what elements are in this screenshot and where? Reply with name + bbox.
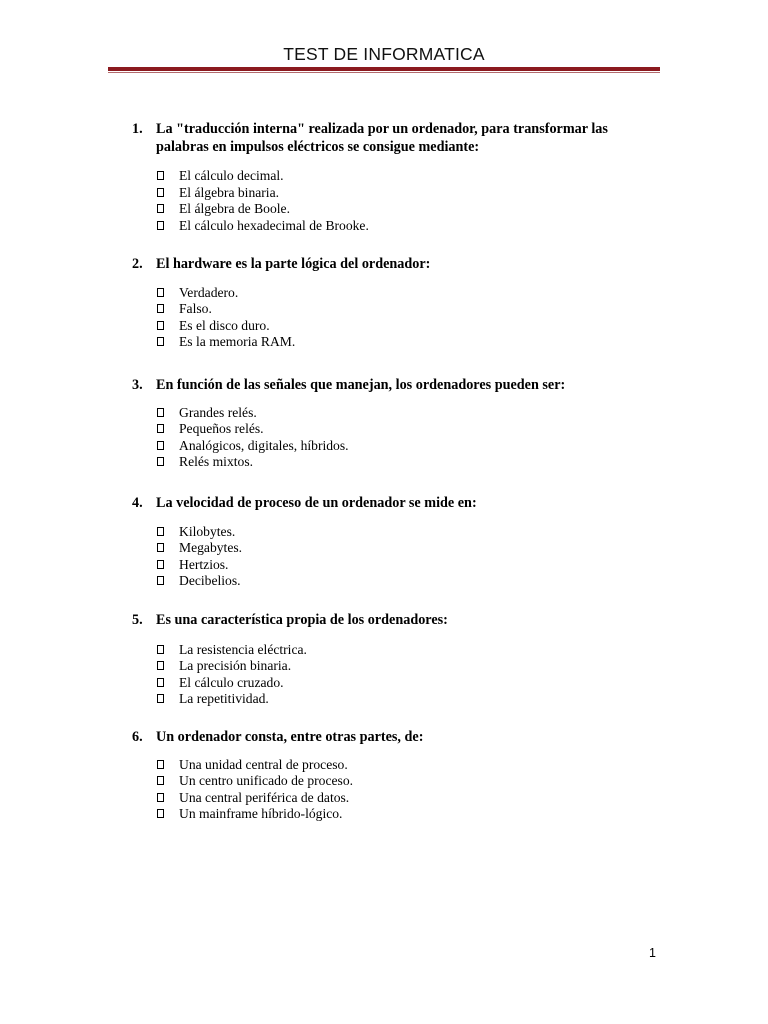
option-item[interactable] — [179, 318, 768, 335]
checkbox-icon[interactable] — [157, 221, 164, 230]
option-label: Una central periférica de datos. — [179, 789, 350, 805]
option-label: Pequeños relés. — [179, 421, 264, 437]
option-label: Decibelios. — [179, 573, 241, 589]
question-text — [132, 377, 636, 395]
question-text — [132, 729, 636, 747]
option-item[interactable] — [179, 301, 768, 318]
option-item[interactable] — [179, 675, 768, 692]
page-number: 1 — [649, 946, 656, 960]
option-item[interactable] — [179, 201, 768, 218]
question-prompt: El hardware es la parte lógica del ordenador: — [156, 256, 431, 272]
option-label: La precisión binaria. — [179, 658, 292, 674]
question-text — [132, 612, 636, 630]
option-item[interactable] — [179, 806, 768, 823]
question-number: 5. — [132, 612, 143, 628]
option-list — [0, 524, 768, 590]
option-item[interactable] — [179, 642, 768, 659]
option-label: Un centro unificado de proceso. — [179, 773, 354, 789]
option-label: El cálculo cruzado. — [179, 674, 284, 690]
option-item[interactable] — [179, 438, 768, 455]
question-number: 2. — [132, 256, 143, 272]
checkbox-icon[interactable] — [157, 809, 164, 818]
question-prompt: Es una característica propia de los ordenadores: — [156, 612, 448, 628]
option-label: La repetitividad. — [179, 691, 269, 707]
question-5 — [0, 612, 768, 729]
option-label: Grandes relés. — [179, 404, 257, 420]
checkbox-icon[interactable] — [157, 441, 164, 450]
checkbox-icon[interactable] — [157, 321, 164, 330]
option-label: Relés mixtos. — [179, 454, 254, 470]
option-item[interactable] — [179, 524, 768, 541]
option-item[interactable] — [179, 285, 768, 302]
option-label: Megabytes. — [179, 540, 243, 556]
option-label: El álgebra de Boole. — [179, 201, 290, 217]
question-prompt: En función de las señales que manejan, los ordenadores pueden ser: — [156, 377, 566, 393]
option-label: Analógicos, digitales, híbridos. — [179, 437, 349, 453]
option-label: Hertzios. — [179, 556, 229, 572]
option-list — [0, 642, 768, 708]
option-item[interactable] — [179, 557, 768, 574]
checkbox-icon[interactable] — [157, 645, 164, 654]
option-label: La resistencia eléctrica. — [179, 641, 307, 657]
option-item[interactable] — [179, 218, 768, 235]
option-item[interactable] — [179, 405, 768, 422]
option-item[interactable] — [179, 334, 768, 351]
question-prompt: La "traducción interna" realizada por un ordenador, para transformar las palabras en impulsos eléctricos se consigue mediante: — [156, 121, 608, 155]
option-item[interactable] — [179, 757, 768, 774]
question-number: 1. — [132, 121, 143, 137]
question-4 — [0, 495, 768, 612]
question-prompt: La velocidad de proceso de un ordenador se mide en: — [156, 495, 477, 511]
option-item[interactable] — [179, 773, 768, 790]
option-item[interactable] — [179, 454, 768, 471]
checkbox-icon[interactable] — [157, 560, 164, 569]
option-label: El cálculo decimal. — [179, 168, 284, 183]
option-label: Falso. — [179, 301, 212, 317]
question-6 — [0, 729, 768, 839]
option-list — [0, 757, 768, 823]
checkbox-icon[interactable] — [157, 576, 164, 585]
checkbox-icon[interactable] — [157, 694, 164, 703]
checkbox-icon[interactable] — [157, 204, 164, 213]
checkbox-icon[interactable] — [157, 457, 164, 466]
question-text — [132, 256, 636, 274]
question-text — [132, 495, 636, 513]
checkbox-icon[interactable] — [157, 527, 164, 536]
checkbox-icon[interactable] — [157, 424, 164, 433]
checkbox-icon[interactable] — [157, 171, 164, 180]
option-label: El álgebra binaria. — [179, 184, 280, 200]
header-rule — [108, 67, 660, 71]
question-3 — [0, 377, 768, 495]
question-number: 4. — [132, 495, 143, 511]
option-item[interactable] — [179, 790, 768, 807]
checkbox-icon[interactable] — [157, 776, 164, 785]
checkbox-icon[interactable] — [157, 188, 164, 197]
checkbox-icon[interactable] — [157, 678, 164, 687]
option-list — [0, 405, 768, 471]
checkbox-icon[interactable] — [157, 661, 164, 670]
option-label: Es la memoria RAM. — [179, 334, 296, 350]
page-title: TEST DE INFORMATICA — [283, 44, 485, 64]
checkbox-icon[interactable] — [157, 304, 164, 313]
option-item[interactable] — [179, 168, 768, 185]
checkbox-icon[interactable] — [157, 793, 164, 802]
option-label: Kilobytes. — [179, 523, 236, 539]
option-item[interactable] — [179, 185, 768, 202]
checkbox-icon[interactable] — [157, 337, 164, 346]
question-1 — [0, 121, 768, 256]
option-label: El cálculo hexadecimal de Brooke. — [179, 217, 369, 233]
checkbox-icon[interactable] — [157, 408, 164, 417]
checkbox-icon[interactable] — [157, 543, 164, 552]
checkbox-icon[interactable] — [157, 760, 164, 769]
option-item[interactable] — [179, 691, 768, 708]
question-list — [0, 121, 768, 839]
question-2 — [0, 256, 768, 377]
option-list — [0, 168, 768, 234]
question-number: 3. — [132, 377, 143, 393]
option-label: Verdadero. — [179, 284, 239, 300]
checkbox-icon[interactable] — [157, 288, 164, 297]
option-label: Es el disco duro. — [179, 317, 270, 333]
question-text — [132, 121, 636, 156]
option-label: Una unidad central de proceso. — [179, 756, 348, 772]
option-label: Un mainframe híbrido-lógico. — [179, 806, 343, 822]
question-number: 6. — [132, 729, 143, 745]
question-prompt: Un ordenador consta, entre otras partes, de: — [156, 729, 424, 745]
header-rule-shadow — [108, 72, 660, 73]
option-item[interactable] — [179, 421, 768, 438]
option-item[interactable] — [179, 573, 768, 590]
option-item[interactable] — [179, 540, 768, 557]
option-list — [0, 285, 768, 351]
option-item[interactable] — [179, 658, 768, 675]
